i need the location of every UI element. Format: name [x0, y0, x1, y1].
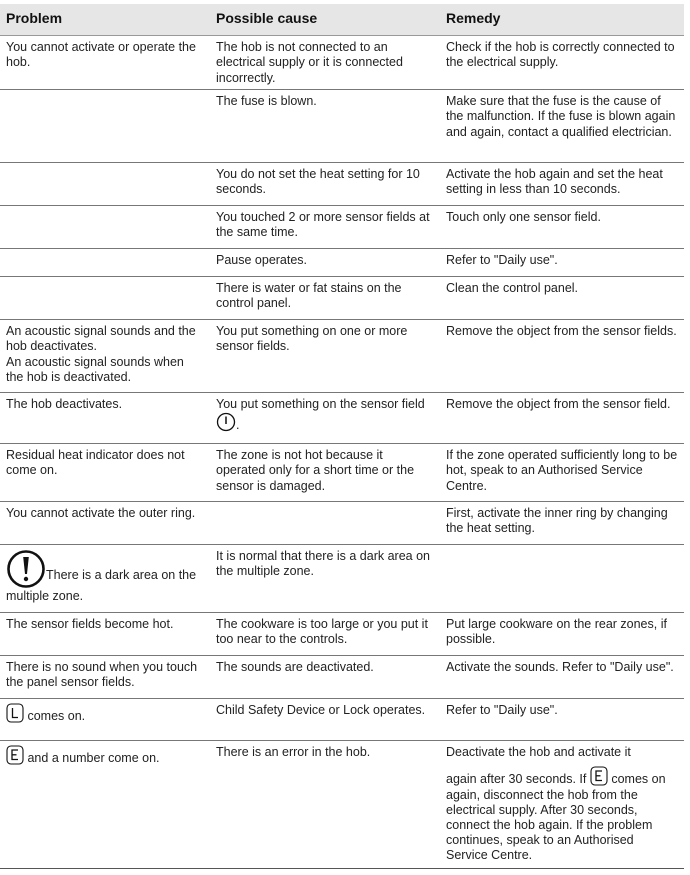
problem-cell: Residual heat indicator does not come on.	[0, 444, 210, 502]
table-row	[0, 206, 684, 249]
lock-l-display-icon	[6, 703, 24, 723]
problem-cell: The sensor fields become hot.	[0, 613, 210, 656]
cause-cell: There is an error in the hob.	[210, 741, 440, 869]
remedy-cell: Clean the control panel.	[440, 277, 684, 320]
cause-cell: Child Safety Device or Lock operates.	[210, 699, 440, 741]
remedy-text: Deactivate the hob and activate it	[446, 745, 631, 760]
cause-cell: There is water or fat stains on the control panel.	[210, 277, 440, 320]
cause-cell: You do not set the heat setting for 10 seconds.	[210, 163, 440, 206]
remedy-cell: Put large cookware on the rear zones, if possible.	[440, 613, 684, 656]
cause-cell: You put something on one or more sensor fields.	[210, 320, 440, 393]
remedy-cell: Activate the sounds. Refer to "Daily use".	[440, 656, 684, 699]
problem-line: An acoustic signal sounds when the hob is deactivated.	[6, 354, 184, 384]
remedy-cell: Refer to "Daily use".	[440, 249, 684, 277]
table-row	[0, 90, 684, 163]
header-possible-cause: Possible cause	[210, 4, 440, 36]
cause-cell	[210, 502, 440, 545]
exclamation-circle-icon	[6, 549, 46, 589]
cause-cell: The cookware is too large or you put it too near to the controls.	[210, 613, 440, 656]
remedy-cell: Activate the hob again and set the heat setting in less than 10 seconds.	[440, 163, 684, 206]
remedy-cell: Check if the hob is correctly connected to the electrical supply.	[440, 36, 684, 90]
problem-text: comes on.	[27, 709, 86, 724]
remedy-cell	[440, 545, 684, 613]
cause-cell: Pause operates.	[210, 249, 440, 277]
problem-cell	[0, 90, 210, 163]
table-row	[0, 36, 684, 90]
problem-text: and a number come on.	[27, 751, 160, 766]
problem-cell	[0, 206, 210, 249]
table-row	[0, 699, 684, 741]
remedy-cell: If the zone operated sufficiently long to be hot, speak to an Authorised Service Centre.	[440, 444, 684, 502]
remedy-cell: First, activate the inner ring by changing the heat setting.	[440, 502, 684, 545]
table-row	[0, 502, 684, 545]
problem-cell: The hob deactivates.	[0, 393, 210, 444]
table-row	[0, 393, 684, 444]
table-row	[0, 613, 684, 656]
cause-text-end: .	[236, 418, 240, 433]
cause-cell: The zone is not hot because it operated only for a short time or the sensor is damaged.	[210, 444, 440, 502]
cause-cell: The sounds are deactivated.	[210, 656, 440, 699]
problem-cell	[0, 545, 210, 613]
problem-cell	[0, 320, 210, 393]
remedy-cell: Refer to "Daily use".	[440, 699, 684, 741]
table-row	[0, 249, 684, 277]
problem-cell	[0, 699, 210, 741]
remedy-cell: Make sure that the fuse is the cause of the malfunction. If the fuse is blown again and again, contact a qualified electrician.	[440, 90, 684, 163]
problem-cell	[0, 741, 210, 869]
error-e-display-icon	[6, 745, 24, 765]
remedy-text: comes on again, disconnect the hob from the electrical supply. After 30 seconds, connect the hob again. If the problem continues, speak to an Authorised Service Centre.	[446, 772, 666, 863]
problem-cell: There is no sound when you touch the panel sensor fields.	[0, 656, 210, 699]
problem-cell: You cannot activate the outer ring.	[0, 502, 210, 545]
remedy-text: again after 30 seconds. If	[446, 772, 587, 787]
header-row	[0, 4, 684, 36]
cause-cell: The fuse is blown.	[210, 90, 440, 163]
troubleshooting-table	[0, 4, 684, 869]
header-problem: Problem	[0, 4, 210, 36]
table-row	[0, 444, 684, 502]
problem-cell	[0, 163, 210, 206]
cause-text: You put something on the sensor field	[216, 397, 425, 412]
error-e-display-icon	[590, 766, 608, 786]
cause-cell	[210, 393, 440, 444]
problem-text: There is a dark area on the multiple zone.	[6, 568, 197, 604]
problem-line: An acoustic signal sounds and the hob deactivates.	[6, 324, 196, 354]
remedy-cell: Remove the object from the sensor fields.	[440, 320, 684, 393]
cause-cell: You touched 2 or more sensor fields at the same time.	[210, 206, 440, 249]
problem-cell	[0, 249, 210, 277]
remedy-cell: Remove the object from the sensor field.	[440, 393, 684, 444]
cause-cell: The hob is not connected to an electrical supply or it is connected incorrectly.	[210, 36, 440, 90]
cause-cell: It is normal that there is a dark area on the multiple zone.	[210, 545, 440, 613]
problem-cell: You cannot activate or operate the hob.	[0, 36, 210, 90]
table-row	[0, 545, 684, 613]
header-remedy: Remedy	[440, 4, 684, 36]
table-row	[0, 277, 684, 320]
power-symbol-icon	[216, 412, 236, 432]
table-row	[0, 741, 684, 869]
table-row	[0, 163, 684, 206]
table-row	[0, 656, 684, 699]
remedy-cell	[440, 741, 684, 869]
problem-cell	[0, 277, 210, 320]
remedy-cell: Touch only one sensor field.	[440, 206, 684, 249]
table-row	[0, 320, 684, 393]
